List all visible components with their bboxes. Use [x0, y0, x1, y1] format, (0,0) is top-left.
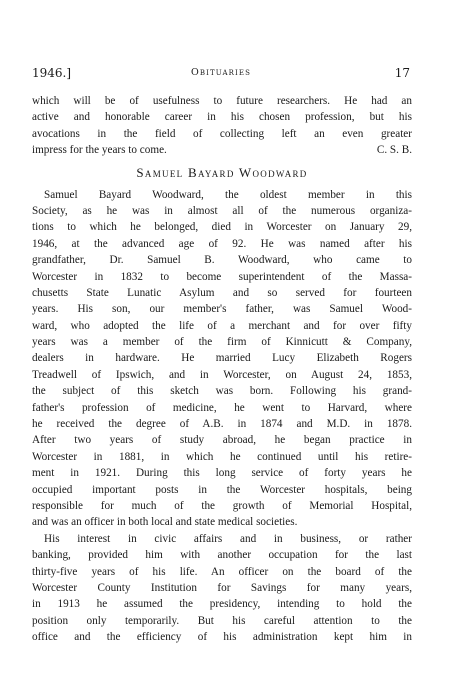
text-line: ward, who adopted the life of a merchant and for over fifty — [32, 319, 412, 332]
text-line: in 1913 he assumed the presidency, intending to hold the — [32, 598, 412, 611]
text-line: the subject of this sketch was born. Following his grand- — [32, 385, 412, 398]
text-line: Worcester in 1832 to become superintendent of the Massa- — [32, 270, 412, 283]
text-line: thirty-five years of his life. An officer on the board of the — [32, 565, 412, 578]
text-line: 1946, at the advanced age of 92. He was named after his — [32, 237, 412, 250]
text-line: occupied important posts in the Worcester hospitals, being — [32, 483, 412, 496]
text-line: His interest in civic affairs and in business, or rather — [44, 532, 412, 545]
text-line: Worcester in 1881, in which he continued until his retire- — [32, 450, 412, 463]
text-line: chusetts State Lunatic Asylum and so served for fourteen — [32, 286, 412, 299]
text-line: father's profession of medicine, he went to Harvard, where — [32, 401, 412, 414]
text-line: Samuel Bayard Woodward, the oldest member in this — [44, 188, 412, 201]
header-year: 1946.] — [32, 66, 72, 80]
text-line: grandfather, Dr. Samuel B. Woodward, who came to — [32, 254, 412, 267]
text-line: which will be of usefulness to future researchers. He had an — [32, 95, 412, 107]
text-line: tions to which he belonged, died in Worcester on January 29, — [32, 221, 412, 234]
intro-paragraph — [32, 93, 412, 159]
obituary-paragraph-1 — [32, 187, 412, 531]
intro-last-line-text: impress for the years to come. — [32, 144, 167, 157]
text-line: active and honorable career in his chosen profession, but his — [32, 111, 412, 124]
text-line: responsible for much of the growth of Memorial Hospital, — [32, 499, 412, 512]
text-line: and was an officer in both local and state medical societies. — [32, 516, 298, 529]
text-line: years was a member of the firm of Kinnicutt & Company, — [32, 336, 412, 349]
text-line: dealers in hardware. He married Lucy Elizabeth Rogers — [32, 352, 412, 365]
text-line: years. His son, our member's father, was Samuel Wood- — [32, 303, 412, 316]
header-section-title: Obituaries — [190, 67, 252, 78]
text-line: Society, as he was in almost all of the numerous organiza- — [32, 204, 412, 217]
text-line — [32, 142, 412, 158]
author-initials: C. S. B. — [376, 144, 412, 157]
page-number: 17 — [394, 66, 410, 80]
title-block — [32, 159, 412, 187]
text-line: ment in 1921. During this long service of forty years he — [32, 467, 412, 480]
obituary-paragraph-2 — [32, 531, 412, 646]
text-line: banking, provided him with another occupation for the last — [32, 549, 412, 562]
text-line: avocations in the field of collecting left an even greater — [32, 127, 412, 140]
text-line: After two years of study abroad, he began practice in — [32, 434, 412, 447]
running-header — [32, 66, 410, 82]
page-body — [32, 93, 412, 646]
text-line: position only temporarily. But his careful attention to the — [32, 614, 412, 627]
text-line: office and the efficiency of his administration kept him in — [32, 631, 412, 644]
text-line: Treadwell of Ipswich, and in Worcester, on August 24, 1853, — [32, 368, 412, 381]
text-line: Worcester County Institution for Savings for many years, — [32, 581, 412, 594]
text-line: he received the degree of A.B. in 1874 and M.D. in 1878. — [32, 418, 412, 431]
obituary-title: Samuel Bayard Woodward — [136, 164, 308, 180]
